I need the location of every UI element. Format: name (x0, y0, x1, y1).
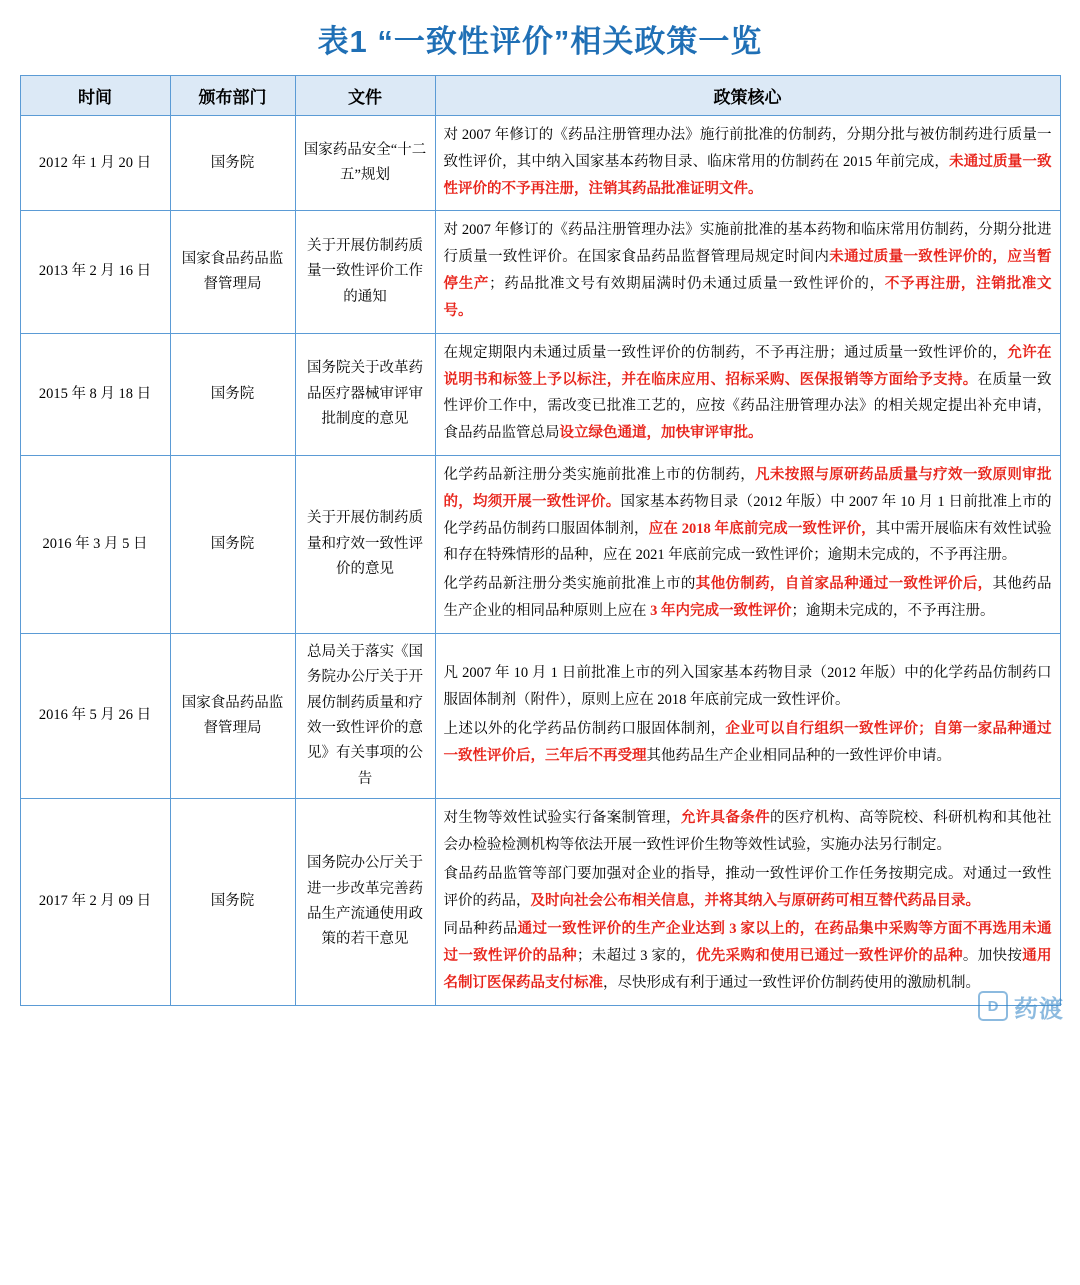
cell-time: 2012 年 1 月 20 日 (20, 116, 170, 211)
body-text: 对 2007 年修订的《药品注册管理办法》实施前批准的基本药物和临床常用仿制药，分期分批进行质量一致性评价。在国家食品药品监督管理局规定时间内 (443, 222, 1052, 266)
body-text: 凡 2007 年 10 月 1 日前批准上市的列入国家基本药物目录（2012 年版）中的化学药品仿制药口服固体制剂（附件），原则上应在 2018 年底前完成一致性评价。 (443, 665, 1052, 709)
body-text: 化学药品新注册分类实施前批准上市的 (443, 576, 696, 593)
body-text: 同品种药品 (443, 921, 518, 938)
cell-department: 国务院 (170, 116, 295, 211)
cell-document: 国务院办公厅关于进一步改革完善药品生产流通使用政策的若干意见 (295, 799, 435, 1006)
cell-document: 国家药品安全“十二五”规划 (295, 116, 435, 211)
watermark-label: 药渡 (1014, 995, 1064, 1023)
body-text: ；药品批准文号有效期届满时仍未通过质量一致性评价的， (489, 276, 885, 293)
highlighted-text: 通用名制订医保药品支付标准 (443, 948, 1052, 991)
column-header-core: 政策核心 (435, 76, 1060, 116)
core-paragraph (444, 861, 1052, 915)
table-row (20, 799, 1060, 1006)
cell-time: 2017 年 2 月 09 日 (20, 799, 170, 1006)
table-row (20, 455, 1060, 633)
body-text: ；逾期未完成的，不予再注册。 (791, 603, 995, 619)
watermark (978, 989, 1064, 1024)
cell-document: 关于开展仿制药质量和疗效一致性评价的意见 (295, 455, 435, 633)
body-text: 的医疗机构、高等院校、科研机构和其他社会办检验检测机构等依法开展一致性评价生物等效性试验，实施办法另行制定。 (443, 810, 1052, 853)
table-row (20, 211, 1060, 333)
body-text: 国家基本药物目录（2012 年版）中 2007 年 10 月 1 日前批准上市的化学药品仿制药口服固体制剂， (443, 493, 1052, 537)
table-header-row (20, 76, 1060, 116)
core-paragraph (444, 716, 1052, 770)
body-text: 对生物等效性试验实行备案制管理， (443, 810, 681, 827)
highlighted-text: 及时向社会公布相关信息，并将其纳入与原研药可相互替代药品目录。 (530, 892, 980, 909)
highlighted-text: 应在 2018 年底前完成一致性评价， (648, 520, 876, 537)
highlighted-text: 不予再注册，注销批准文号。 (443, 276, 1052, 319)
cell-core (435, 211, 1060, 333)
highlighted-text: 未通过质量一致性评价的不予再注册，注销其药品批准证明文件。 (443, 153, 1052, 197)
cell-department: 国家食品药品监督管理局 (170, 633, 295, 798)
body-text: 在规定期限内未通过质量一致性评价的仿制药，不予再注册；通过质量一致性评价的， (443, 344, 1008, 361)
cell-time: 2016 年 5 月 26 日 (20, 633, 170, 798)
cell-document: 总局关于落实《国务院办公厅关于开展仿制药质量和疗效一致性评价的意见》有关事项的公告 (295, 633, 435, 798)
table-body (20, 116, 1060, 1006)
body-text: 食品药品监管等部门要加强对企业的指导，推动一致性评价工作任务按期完成。对通过一致性评价的药品， (443, 865, 1052, 909)
cell-document: 关于开展仿制药质量一致性评价工作的通知 (295, 211, 435, 333)
column-header-time: 时间 (20, 76, 170, 116)
table-row (20, 116, 1060, 211)
highlighted-text: 3 年内完成一致性评价 (650, 603, 792, 619)
table-row (20, 633, 1060, 798)
body-text: 其他药品生产企业的相同品种原则上应在 (443, 576, 1052, 619)
cell-department: 国务院 (170, 333, 295, 455)
body-text: 其中需开展临床有效性试验和存在特殊情形的品种，应在 2021 年底前完成一致性评价；逾期未完成的，不予再注册。 (443, 520, 1052, 564)
highlighted-text: 设立绿色通道，加快审评审批。 (559, 425, 763, 442)
cell-core (435, 633, 1060, 798)
watermark-logo-icon: D (978, 991, 1008, 1021)
cell-core (435, 799, 1060, 1006)
body-text: 其他药品生产企业相同品种的一致性评价申请。 (646, 747, 951, 764)
core-paragraph (444, 122, 1052, 202)
table-header (20, 76, 1060, 116)
body-text: ；未超过 3 家的， (576, 948, 696, 965)
body-text: 上述以外的化学药品仿制药口服固体制剂， (443, 720, 726, 737)
cell-core (435, 333, 1060, 455)
body-text: 对 2007 年修订的《药品注册管理办法》施行前批准的仿制药，分期分批与被仿制药进行质量一致性评价，其中纳入国家基本药物目录、临床常用的仿制药在 2015 年前完成， (443, 127, 1052, 170)
body-text: 在质量一致性评价工作中，需改变已批准工艺的，应按《药品注册管理办法》的相关规定提出补充申请，食品药品监管总局 (443, 371, 1052, 442)
column-header-document: 文件 (295, 76, 435, 116)
page-title: 表1 “一致性评价”相关政策一览 (317, 24, 763, 59)
highlighted-text: 通过一致性评价的生产企业达到 3 家以上的，在药品集中采购等方面不再选用未通过一致性评价的品种 (443, 921, 1052, 965)
core-paragraph (444, 571, 1052, 625)
core-paragraph (444, 462, 1052, 569)
highlighted-text: 允许在说明书和标签上予以标注，并在临床应用、招标采购、医保报销等方面给予支持。 (443, 344, 1052, 388)
cell-time: 2013 年 2 月 16 日 (20, 211, 170, 333)
body-text: 化学药品新注册分类实施前批准上市的仿制药， (443, 466, 756, 483)
highlighted-text: 优先采购和使用已通过一致性评价的品种 (695, 948, 963, 965)
policy-table (20, 75, 1061, 1006)
cell-core (435, 116, 1060, 211)
cell-department: 国家食品药品监督管理局 (170, 211, 295, 333)
cell-time: 2016 年 3 月 5 日 (20, 455, 170, 633)
highlighted-text: 企业可以自行组织一致性评价；自第一家品种通过一致性评价后，三年后不再受理 (443, 720, 1052, 764)
cell-core (435, 455, 1060, 633)
body-text: ，尽快形成有利于通过一致性评价仿制药使用的激励机制。 (603, 974, 980, 991)
highlighted-text: 凡未按照与原研药品质量与疗效一致原则审批的，均须开展一致性评价。 (443, 466, 1052, 510)
core-paragraph (444, 660, 1052, 714)
core-paragraph (444, 340, 1052, 447)
highlighted-text: 其他仿制药，自首家品种通过一致性评价后， (695, 576, 993, 593)
core-paragraph (444, 916, 1052, 996)
body-text: 。加快按 (962, 948, 1023, 965)
core-paragraph (444, 217, 1052, 324)
cell-department: 国务院 (170, 455, 295, 633)
highlighted-text: 允许具备条件 (680, 810, 770, 827)
highlighted-text: 未通过质量一致性评价的，应当暂停生产 (443, 249, 1052, 293)
column-header-department: 颁布部门 (170, 76, 295, 116)
cell-document: 国务院关于改革药品医疗器械审评审批制度的意见 (295, 333, 435, 455)
cell-time: 2015 年 8 月 18 日 (20, 333, 170, 455)
cell-department: 国务院 (170, 799, 295, 1006)
table-row (20, 333, 1060, 455)
core-paragraph (444, 805, 1052, 859)
